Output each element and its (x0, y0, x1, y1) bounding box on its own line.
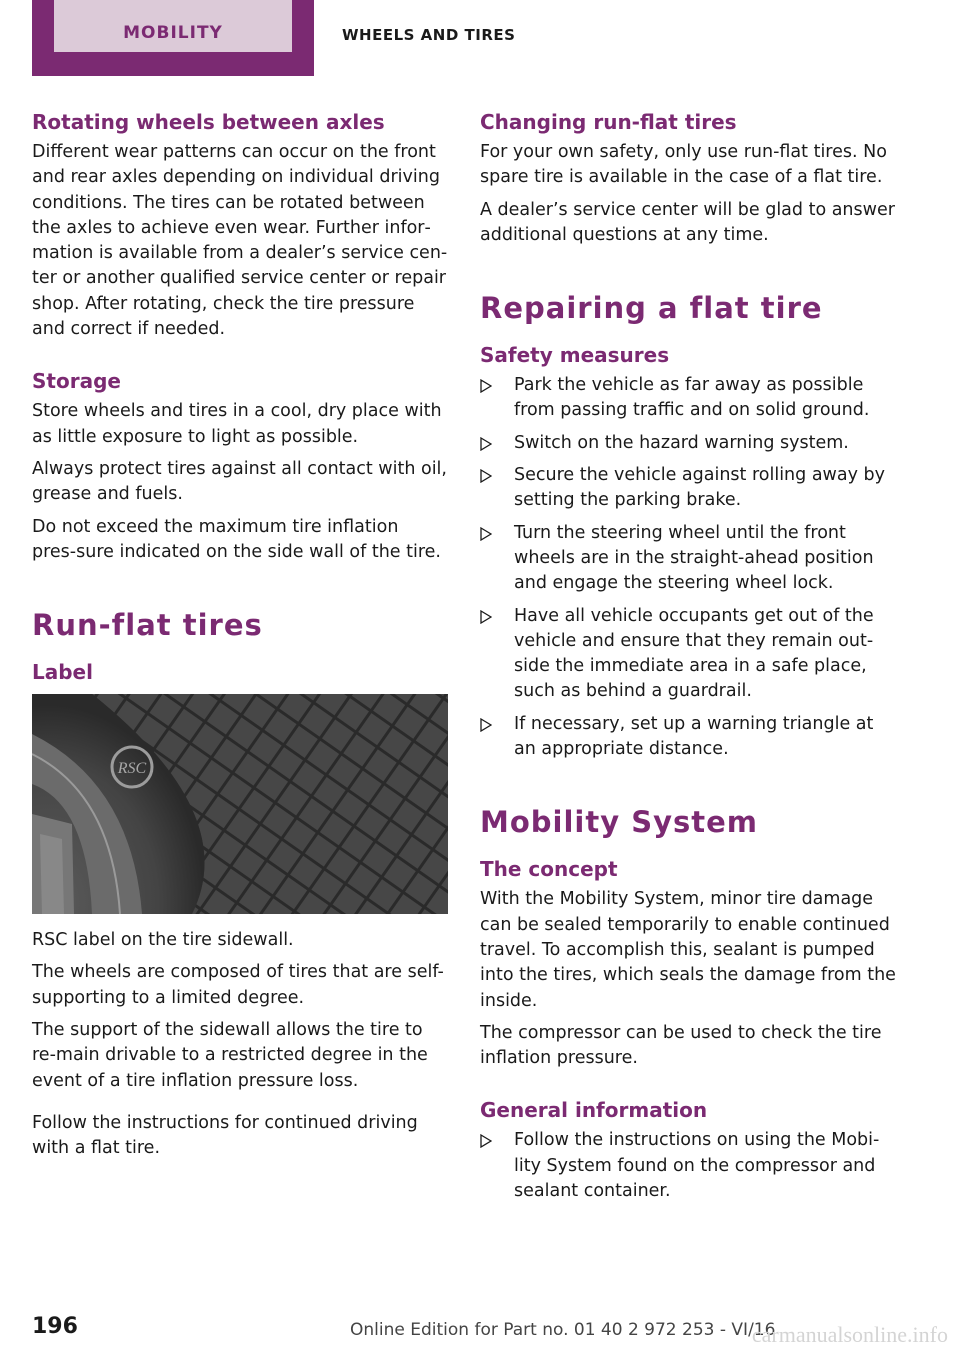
bullet-triangle-icon (480, 718, 492, 732)
watermark: carmanualsonline.info (751, 1322, 948, 1347)
list-item: Follow the instructions on using the Mobi‐lity System found on the compressor and sealant container. (480, 1128, 896, 1204)
label-heading: Label (32, 660, 93, 685)
image-caption: RSC label on the tire sidewall. (32, 930, 294, 951)
list-item: Switch on the hazard warning system. (480, 431, 896, 456)
bullet-triangle-icon (480, 527, 492, 541)
list-item: Park the vehicle as far away as possible from passing traffic and on solid ground. (480, 373, 896, 424)
list-item: Have all vehicle occupants get out of the vehicle and ensure that they remain out‐side the immediate area in a safe place, such as behind a guardrail. (480, 604, 896, 705)
concept-paragraph-2: The compressor can be used to check the tire inflation pressure. (480, 1022, 882, 1069)
bullet-triangle-icon (480, 379, 492, 393)
storage-heading: Storage (32, 369, 121, 394)
list-item: If necessary, set up a warning triangle at an appropriate distance. (480, 712, 896, 763)
left-column (32, 108, 448, 1169)
general-list (480, 1128, 896, 1204)
safety-list (480, 373, 896, 762)
bullet-triangle-icon (480, 469, 492, 483)
runflat-paragraph-3: Follow the instructions for continued driving with a flat tire. (32, 1112, 418, 1159)
svg-text:RSC: RSC (117, 760, 147, 778)
changing-heading: Changing run-flat tires (480, 110, 737, 134)
right-column (480, 108, 896, 1211)
chapter-tab-label: MOBILITY (54, 0, 292, 52)
general-heading: General information (480, 1098, 708, 1123)
changing-paragraph-2: A dealer’s service center will be glad to answer additional questions at any time. (480, 199, 895, 245)
concept-paragraph-1: With the Mobility System, minor tire damage can be sealed temporarily to enable continued travel. To accomplish this, sealant is pumped into the tires, which seals the damage from the inside. (480, 889, 896, 1011)
concept-heading: The concept (480, 857, 618, 882)
rotating-text: Different wear patterns can occur on the front and rear axles depending on individual driving conditions. The tires can be rotated between the axles to achieve even wear. Further infor‐mation is available from a dealer’s service cen‐ter or another qualified service center or repair shop. After rotating, check the tire pressure and correct if needed. (32, 142, 448, 340)
runflat-heading: Run-flat tires (32, 608, 263, 643)
rotating-heading: Rotating wheels between axles (32, 110, 385, 134)
runflat-paragraph-2: The support of the sidewall allows the tire to re‐main drivable to a restricted degree in the event of a tire inflation pressure loss. (32, 1020, 428, 1091)
bullet-triangle-icon (480, 1134, 492, 1148)
storage-paragraph-3: Do not exceed the maximum tire inflation pres‐sure indicated on the side wall of the tire. (32, 516, 441, 562)
mobility-heading: Mobility System (480, 805, 759, 840)
storage-paragraph-2: Always protect tires against all contact with oil, grease and fuels. (32, 458, 447, 505)
chapter-tab (32, 0, 314, 76)
list-item: Turn the steering wheel until the front wheels are in the straight-ahead position and engage the steering wheel lock. (480, 521, 896, 597)
edition-footer: Online Edition for Part no. 01 40 2 972 253 - VI/16 (350, 1320, 776, 1340)
list-item: Secure the vehicle against rolling away by setting the parking brake. (480, 463, 896, 514)
storage-paragraph-1: Store wheels and tires in a cool, dry place with as little exposure to light as possible. (32, 401, 442, 447)
page-number: 196 (32, 1314, 78, 1339)
changing-paragraph-1: For your own safety, only use run-flat tires. No spare tire is available in the case of a flat tire. (480, 142, 887, 188)
bullet-triangle-icon (480, 610, 492, 624)
section-title: WHEELS AND TIRES (342, 26, 516, 44)
repair-heading: Repairing a flat tire (480, 291, 823, 326)
tire-sidewall-image (32, 694, 448, 914)
bullet-triangle-icon (480, 437, 492, 451)
safety-heading: Safety measures (480, 343, 670, 368)
runflat-paragraph-1: The wheels are composed of tires that are self-supporting to a limited degree. (32, 962, 444, 1008)
